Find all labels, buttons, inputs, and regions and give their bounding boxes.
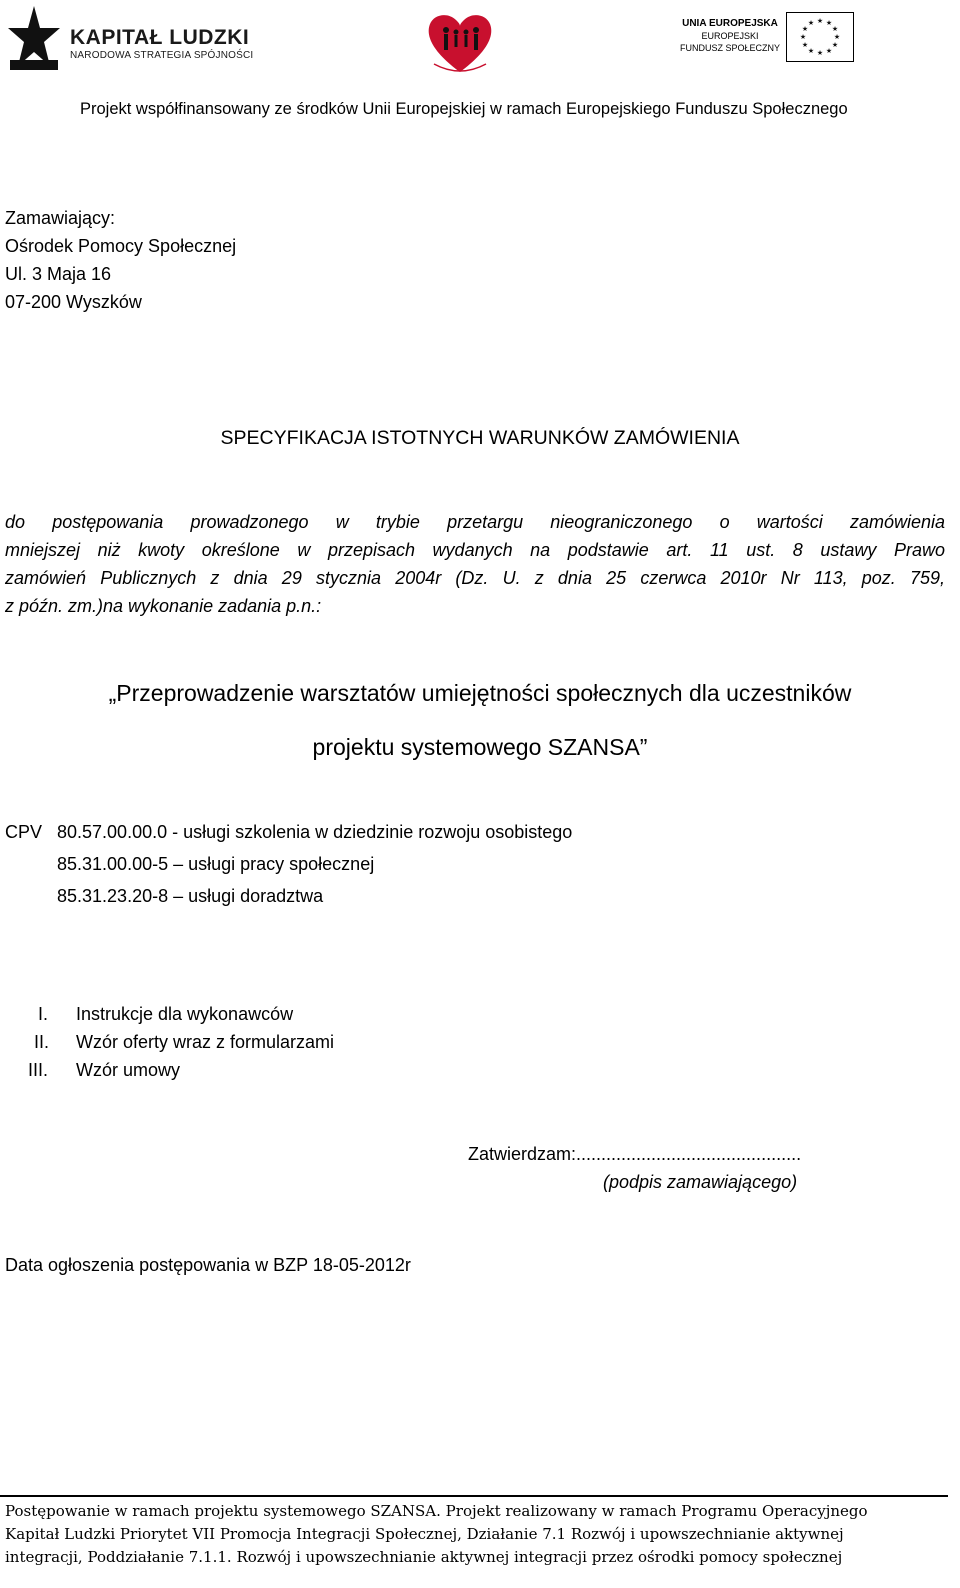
svg-text:★: ★ [801,25,809,33]
approval-line: Zatwierdzam:............................................. [468,1144,802,1164]
list-item-text: Instrukcje dla wykonawców [76,1004,294,1024]
ordering-party-name: Ośrodek Pomocy Społecznej [5,236,237,256]
intro-line: mniejszej niż kwoty określone w przepisach wydanych na podstawie art. 11 ust. 8 ustawy Prawo [5,540,945,560]
svg-text:★: ★ [807,47,815,55]
spec-title: SPECYFIKACJA ISTOTNYCH WARUNKÓW ZAMÓWIENIA [220,427,740,449]
ordering-party [5,204,236,316]
footer-line: Postępowanie w ramach projektu systemowego SZANSA. Projekt realizowany w ramach Programu Operacyjnego [5,1502,868,1520]
eu-text [680,18,780,54]
cpv-code: 85.31.00.00-5 – usługi pracy społecznej [57,854,375,874]
intro-line: z późn. zm.)na wykonanie zadania p.n.: [5,596,322,616]
kapital-ludzki-star-icon [6,4,62,74]
svg-text:★: ★ [825,19,833,27]
cpv-label: CPV [5,822,43,842]
svg-text:★: ★ [831,41,839,49]
cpv-code: 85.31.23.20-8 – usługi doradztwa [57,886,324,906]
intro-line: do postępowania prowadzonego w trybie przetargu nieograniczonego o wartości zamówienia [5,512,945,532]
publication-date: Data ogłoszenia postępowania w BZP 18-05-2012r [5,1255,411,1275]
eu-logo [668,10,858,66]
project-logo [420,4,500,78]
svg-text:★: ★ [831,25,839,33]
svg-text:★: ★ [833,33,841,41]
intro-line: zamówień Publicznych z dnia 29 stycznia 2004r (Dz. U. z dnia 25 czerwca 2010r Nr 113, poz. 759, [5,568,945,588]
list-item-number: I. [38,1004,49,1024]
ordering-party-street: Ul. 3 Maja 16 [5,264,112,284]
footer-divider [0,1495,948,1497]
heart-family-icon [420,4,500,78]
svg-text:★: ★ [825,47,833,55]
list-item-number: III. [28,1060,49,1080]
svg-text:★: ★ [799,33,807,41]
eu-line-fund-a: EUROPEJSKI [701,31,759,41]
list-item-text: Wzór umowy [76,1060,181,1080]
svg-text:★: ★ [801,41,809,49]
signature-note: (podpis zamawiającego) [603,1172,798,1192]
eu-line-union: UNIA EUROPEJSKA [682,18,778,29]
cofinance-note: Projekt współfinansowany ze środków Unii Europejskiej w ramach Europejskiego Funduszu Społecznego [80,100,848,118]
kapital-ludzki-subtitle: NARODOWA STRATEGIA SPÓJNOŚCI [70,50,254,61]
project-title-line2: projektu systemowego SZANSA” [312,734,648,760]
svg-text:★: ★ [816,17,824,25]
footer-line: Kapitał Ludzki Priorytet VII Promocja Integracji Społecznej, Działanie 7.1 Rozwój i upowszechnianie aktywnej [5,1525,844,1543]
intro-paragraph [5,508,945,620]
kapital-ludzki-title: KAPITAŁ LUDZKI [70,26,250,49]
cpv-code: 80.57.00.00.0 - usługi szkolenia w dziedzinie rozwoju osobistego [57,822,573,842]
cpv-codes [5,816,573,912]
footer [5,1500,945,1569]
footer-line: integracji, Poddziałanie 7.1.1. Rozwój i upowszechnianie aktywnej integracji przez ośrodki pomocy społecznej [5,1548,843,1566]
svg-text:★: ★ [807,19,815,27]
list-item-text: Wzór oferty wraz z formularzami [76,1032,335,1052]
kapital-ludzki-logo [6,4,256,74]
list-item-number: II. [34,1032,50,1052]
eu-line-fund-b: FUNDUSZ SPOŁECZNY [680,43,781,53]
svg-text:★: ★ [816,49,824,57]
ordering-party-city: 07-200 Wyszków [5,292,142,312]
eu-flag-icon [786,12,854,62]
ordering-party-label: Zamawiający: [5,208,116,228]
project-title-line1: „Przeprowadzenie warsztatów umiejętności społecznych dla uczestników [108,680,852,706]
